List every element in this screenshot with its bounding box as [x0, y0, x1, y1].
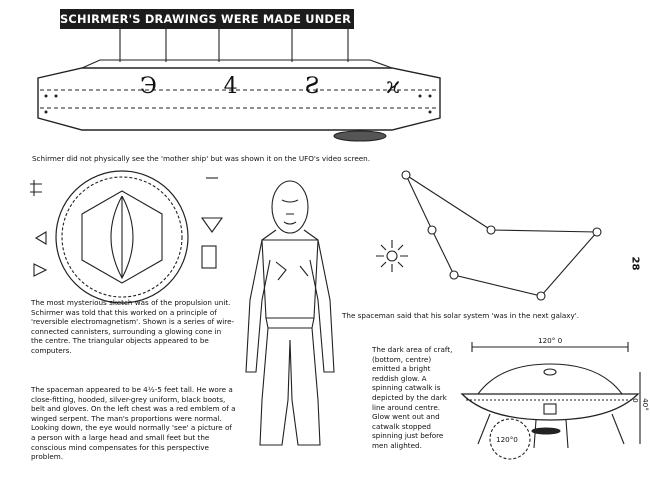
- spaceman-caption: The spaceman appeared to be 4½-5 feet tall. He wore a close-fitting, hooded, silver-grey uniform, black boots, belt and gloves. On the left chest was a red emblem of a winged serpent. The man's proportions were normal. Looking down, the eye would normally 'see' a picture of a person with a large head and small feet but the conscious mind compensates for this perspective problem.: [31, 385, 236, 462]
- mothership-caption: Schirmer did not physically see the 'mother ship' but was shown it on the UFO's video screen.: [32, 154, 371, 163]
- craft-dim-top: 120° 0: [538, 336, 563, 345]
- glyph-1: Э: [140, 74, 157, 99]
- craft-caption: The dark area of craft, (bottom, centre) emitted a bright reddish glow. A spinning catwalk is depicted by the dark line around centre. Glow went out and catwalk stopped spinning just before men alighted.: [372, 345, 453, 450]
- header-title: SCHIRMER'S DRAWINGS WERE MADE UNDER HYPNOSIS: [60, 9, 354, 29]
- craft-dim-side: 40° 0: [631, 398, 650, 411]
- solar-system-caption: The spaceman said that his solar system 'was in the next galaxy'.: [342, 311, 580, 320]
- glyph-2: 4: [223, 74, 238, 99]
- glyph-3: Ƨ: [304, 74, 320, 99]
- page-number: 28: [629, 256, 641, 271]
- craft-dim-bottom: 120°0: [496, 435, 518, 444]
- propulsion-caption: The most mysterious sketch was of the propulsion unit. Schirmer was told that this worked on a principle of 'reversible electromagnetism'. Shown is a series of wire-connected cannisters, surrounding a glowing cone in the centre. The triangular objects appeared to be computers.: [31, 298, 235, 355]
- glyph-4: ϰ: [386, 74, 400, 99]
